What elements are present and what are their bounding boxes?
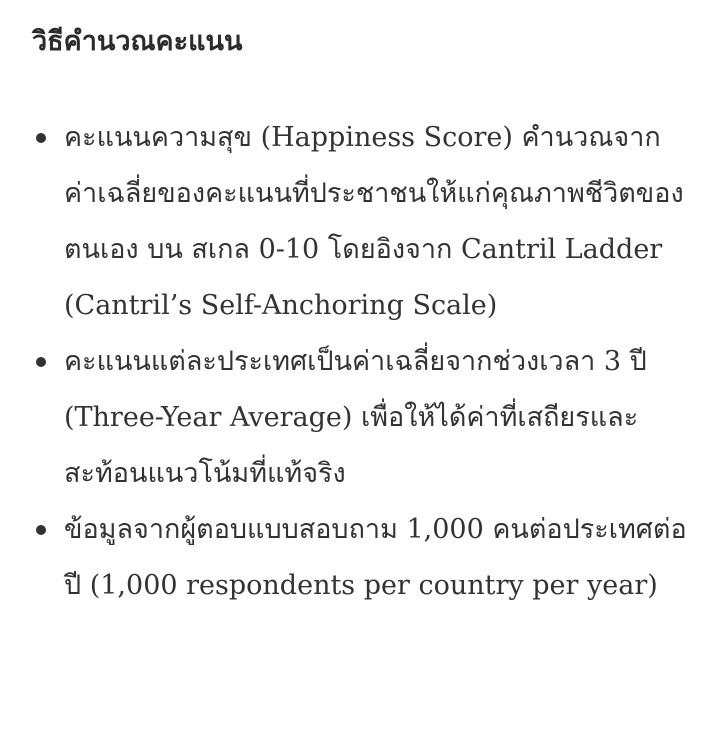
bullet-dot-icon — [36, 357, 46, 367]
bullet-dot-icon — [36, 525, 46, 535]
bullet-text: คะแนนแต่ละประเทศเป็นค่าเฉลี่ยจากช่วงเวลา 3 ปี (Three-Year Average) เพื่อให้ได้ค่าที่เสถียรและสะท้อนแนวโน้มที่แท้จริง — [64, 346, 647, 489]
bullet-text: คะแนนความสุข (Happiness Score) คำนวณจาก ค่าเฉลี่ยของคะแนนที่ประชาชนให้แก่คุณภาพชีวิตของตนเอง บน สเกล 0-10 โดยอิงจาก Cantril Ladder (Cantril’s Self-Anchoring Scale) — [64, 122, 684, 321]
bullet-item-happiness-score — [32, 110, 692, 334]
method-bullet-list — [32, 110, 692, 614]
bullet-item-respondents — [32, 502, 692, 614]
bullet-item-three-year-average — [32, 334, 692, 502]
bullet-text: ข้อมูลจากผู้ตอบแบบสอบถาม 1,000 คนต่อประเทศต่อปี (1,000 respondents per country per year) — [64, 514, 687, 601]
method-section — [32, 22, 692, 614]
section-heading: วิธีคำนวณคะแนน — [32, 26, 243, 57]
bullet-dot-icon — [36, 133, 46, 143]
